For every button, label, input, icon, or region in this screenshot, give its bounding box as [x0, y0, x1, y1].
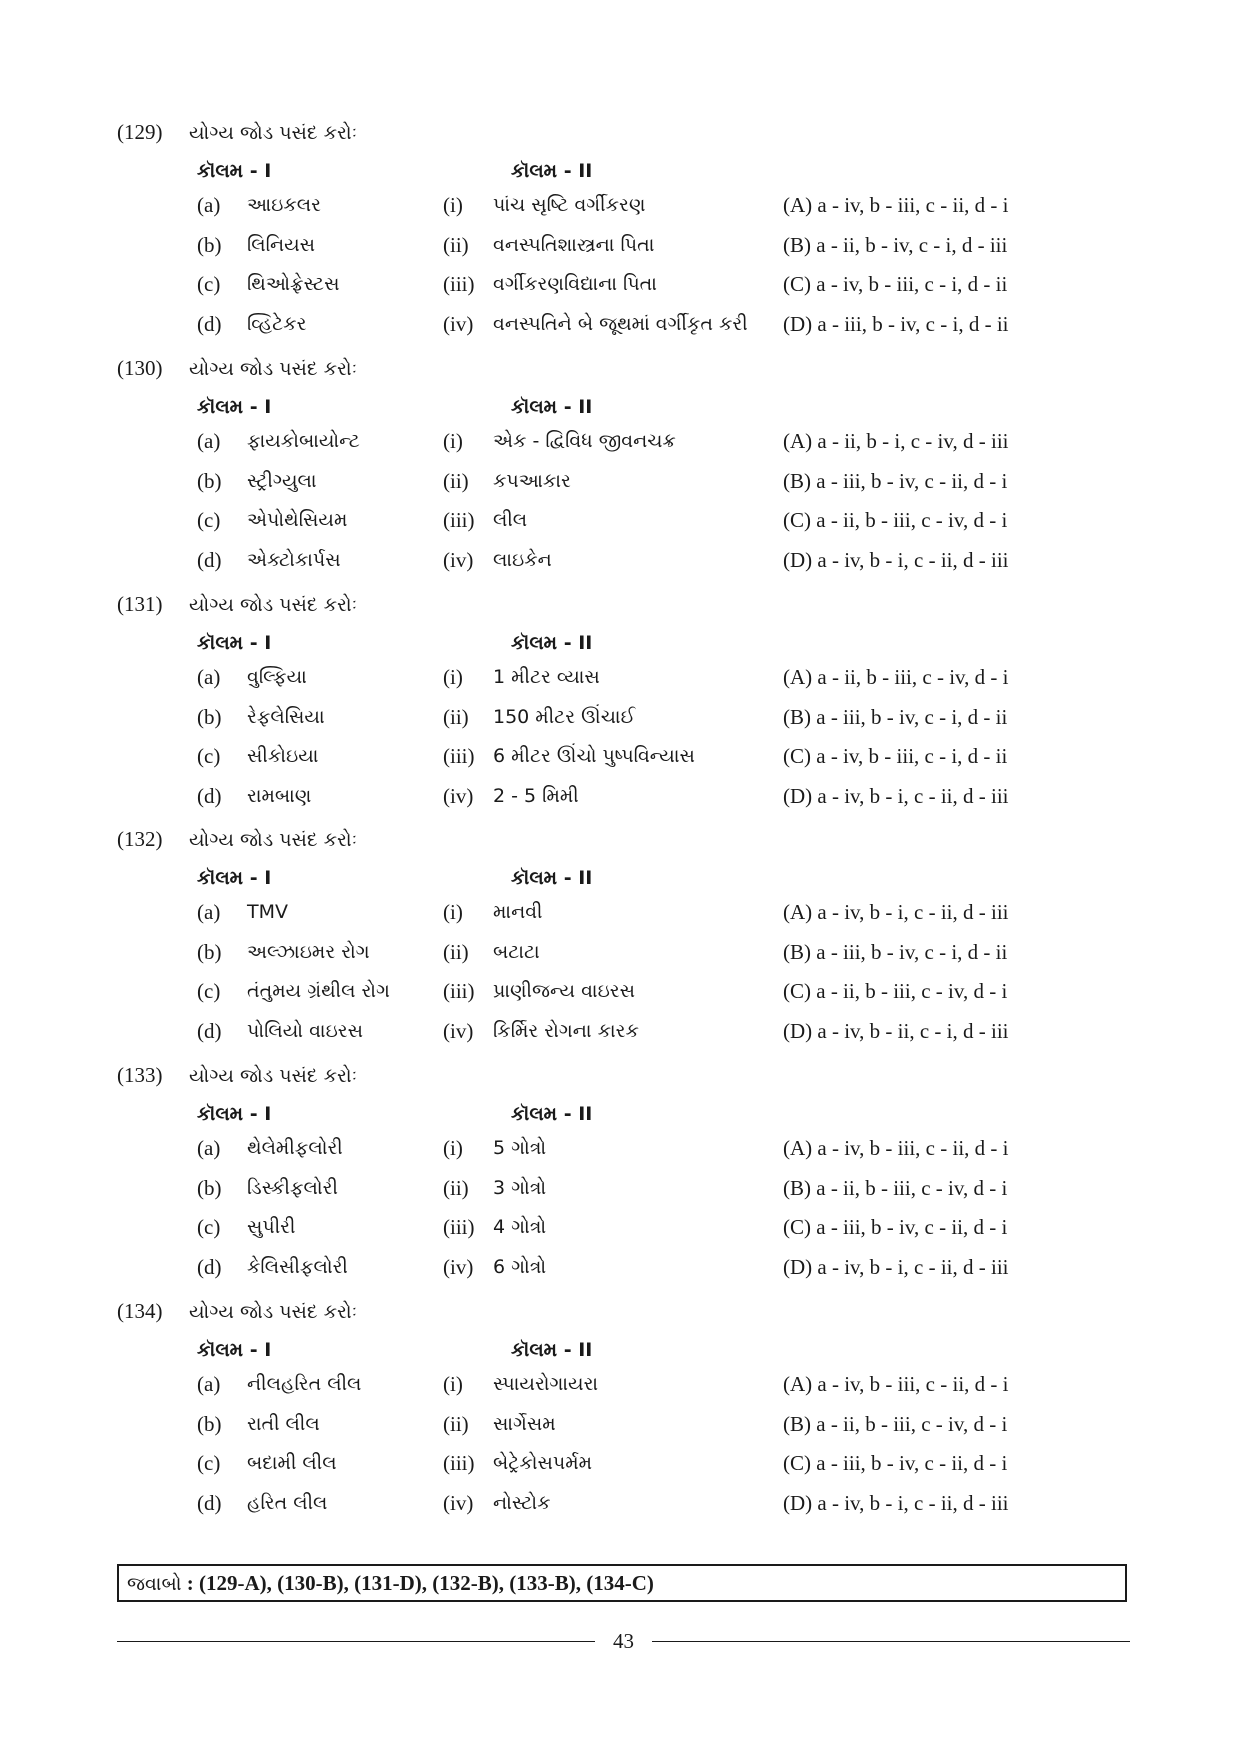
column-2-item: કપઆકાર	[493, 470, 571, 492]
question-header	[117, 589, 357, 619]
column-1-item: થિઓફ્રેસ્ટસ	[247, 273, 340, 295]
column-1-label: (b)	[197, 233, 222, 257]
match-row	[0, 1369, 1241, 1399]
answer-option: (B) a - iii, b - iv, c - ii, d - i	[783, 469, 1008, 493]
question-number: (131)	[117, 592, 163, 616]
question-prompt: યોગ્ય જોડ પસંદ કરોઃ	[189, 1301, 358, 1323]
answer-option: (C) a - iv, b - iii, c - i, d - ii	[783, 744, 1008, 768]
column-1-item: રાતી લીલ	[247, 1413, 320, 1435]
column-2-item: નોસ્ટોક	[493, 1492, 551, 1514]
match-row	[0, 897, 1241, 927]
question-block	[0, 1060, 1241, 1285]
column-2-label: (i)	[443, 665, 463, 689]
column-2-item: લાઇકેન	[493, 549, 552, 571]
column-2-item: 4 ગોત્રો	[493, 1216, 547, 1238]
column-2-label: (iii)	[443, 508, 475, 532]
column-1-heading	[197, 155, 271, 186]
column-2-label: (iv)	[443, 1491, 474, 1515]
answer-option: (D) a - iv, b - i, c - ii, d - iii	[783, 1255, 1009, 1279]
column-1-heading	[197, 627, 271, 658]
column-1-label: (b)	[197, 1412, 222, 1436]
column-2-label: (i)	[443, 193, 463, 217]
column-2-item: વનસ્પતિને બે જૂથમાં વર્ગીકૃત કરી	[493, 313, 748, 335]
page-number: 43	[613, 1629, 634, 1653]
answer-option: (C) a - iv, b - iii, c - i, d - ii	[783, 272, 1008, 296]
column-1-heading	[197, 1098, 271, 1129]
column-2-label: (iv)	[443, 548, 474, 572]
answer-option: (D) a - iv, b - i, c - ii, d - iii	[783, 1491, 1009, 1515]
column-1-label: (b)	[197, 940, 222, 964]
footer-rule-right	[652, 1641, 1130, 1642]
column-1-item: પોલિયો વાઇરસ	[247, 1020, 364, 1042]
match-row	[0, 230, 1241, 260]
column-2-label: (ii)	[443, 1176, 469, 1200]
column-2-heading-text: કૉલમ - II	[511, 396, 593, 418]
column-2-label: (i)	[443, 1372, 463, 1396]
match-row	[0, 1212, 1241, 1242]
column-1-label: (c)	[197, 979, 221, 1003]
footer-rule-left	[117, 1641, 595, 1642]
column-2-label: (ii)	[443, 940, 469, 964]
column-1-item: આઇકલર	[247, 194, 321, 216]
column-2-label: (i)	[443, 1136, 463, 1160]
answer-option: (C) a - ii, b - iii, c - iv, d - i	[783, 979, 1008, 1003]
answer-option: (D) a - iii, b - iv, c - i, d - ii	[783, 312, 1009, 336]
column-2-item: 6 મીટર ઊંચો પુષ્પવિન્યાસ	[493, 745, 695, 767]
column-1-item: વુલ્ફિયા	[247, 666, 307, 688]
match-row	[0, 426, 1241, 456]
match-row	[0, 505, 1241, 535]
column-2-item: સ્પાયરોગાયરા	[493, 1373, 599, 1395]
column-2-label: (iii)	[443, 979, 475, 1003]
column-2-label: (iii)	[443, 744, 475, 768]
column-1-heading-text: કૉલમ - I	[197, 396, 272, 418]
column-2-label: (iv)	[443, 312, 474, 336]
column-2-heading-text: કૉલમ - II	[511, 632, 593, 654]
column-1-heading-text: કૉલમ - I	[197, 160, 272, 182]
column-1-item: અલ્ઝાઇમર રોગ	[247, 941, 370, 963]
column-2-item: 3 ગોત્રો	[493, 1177, 547, 1199]
column-1-label: (a)	[197, 429, 221, 453]
column-2-item: બટાટા	[493, 941, 540, 963]
column-1-label: (a)	[197, 1136, 221, 1160]
column-2-item: વનસ્પતિશાસ્ત્રના પિતા	[493, 234, 655, 256]
column-1-heading-text: કૉલમ - I	[197, 632, 272, 654]
match-row	[0, 781, 1241, 811]
column-2-item: પાંચ સૃષ્ટિ વર્ગીકરણ	[493, 194, 646, 216]
answer-key-text: : (129-A), (130-B), (131-D), (132-B), (133-B), (134-C)	[186, 1571, 654, 1595]
match-row	[0, 1133, 1241, 1163]
match-row	[0, 1252, 1241, 1282]
column-2-label: (i)	[443, 900, 463, 924]
question-header	[117, 824, 357, 854]
answer-option: (B) a - iii, b - iv, c - i, d - ii	[783, 940, 1008, 964]
column-2-label: (ii)	[443, 233, 469, 257]
column-2-label: (iii)	[443, 1215, 475, 1239]
column-1-item: તંતુમય ગ્રંથીલ રોગ	[247, 980, 390, 1002]
column-1-item: એપોથેસિયમ	[247, 509, 348, 531]
question-block	[0, 353, 1241, 578]
column-2-label: (iv)	[443, 1019, 474, 1043]
column-1-label: (b)	[197, 469, 222, 493]
answer-option: (A) a - iv, b - i, c - ii, d - iii	[783, 900, 1009, 924]
column-2-heading-text: કૉલમ - II	[511, 1339, 593, 1361]
column-1-item: રામબાણ	[247, 785, 312, 807]
question-number: (130)	[117, 356, 163, 380]
question-prompt: યોગ્ય જોડ પસંદ કરોઃ	[189, 594, 358, 616]
column-2-heading	[511, 1098, 592, 1129]
question-block	[0, 117, 1241, 342]
column-2-label: (iv)	[443, 784, 474, 808]
column-1-item: ડિસ્કીફલોરી	[247, 1177, 338, 1199]
question-number: (132)	[117, 827, 163, 851]
answer-option: (A) a - iv, b - iii, c - ii, d - i	[783, 1136, 1009, 1160]
column-1-item: બદામી લીલ	[247, 1452, 337, 1474]
answer-option: (B) a - ii, b - iv, c - i, d - iii	[783, 233, 1008, 257]
column-1-label: (a)	[197, 193, 221, 217]
match-row	[0, 702, 1241, 732]
column-2-label: (iii)	[443, 272, 475, 296]
match-row	[0, 937, 1241, 967]
column-2-heading-text: કૉલમ - II	[511, 867, 593, 889]
question-number: (133)	[117, 1063, 163, 1087]
column-1-heading	[197, 862, 271, 893]
question-prompt: યોગ્ય જોડ પસંદ કરોઃ	[189, 122, 358, 144]
match-row	[0, 1448, 1241, 1478]
column-1-item: કેલિસીફલોરી	[247, 1256, 348, 1278]
match-row	[0, 190, 1241, 220]
match-row	[0, 545, 1241, 575]
column-1-label: (d)	[197, 784, 222, 808]
match-row	[0, 1016, 1241, 1046]
answer-key-label: જવાબો	[127, 1573, 182, 1595]
column-2-item: લીલ	[493, 509, 528, 531]
column-2-label: (ii)	[443, 1412, 469, 1436]
column-1-label: (d)	[197, 1255, 222, 1279]
column-2-item: એક - દ્વિવિધ જીવનચક્ર	[493, 430, 676, 452]
column-1-item: સ્ટ્રીગ્યુલા	[247, 470, 317, 492]
column-2-heading	[511, 391, 592, 422]
question-prompt: યોગ્ય જોડ પસંદ કરોઃ	[189, 358, 358, 380]
column-1-label: (c)	[197, 508, 221, 532]
column-1-label: (a)	[197, 900, 221, 924]
answer-option: (C) a - ii, b - iii, c - iv, d - i	[783, 508, 1008, 532]
column-2-item: વર્ગીકરણવિદ્યાના પિતા	[493, 273, 657, 295]
column-1-heading-text: કૉલમ - I	[197, 1103, 272, 1125]
question-prompt: યોગ્ય જોડ પસંદ કરોઃ	[189, 1065, 358, 1087]
answer-option: (C) a - iii, b - iv, c - ii, d - i	[783, 1451, 1008, 1475]
column-1-item: TMV	[247, 901, 288, 923]
column-2-heading	[511, 1334, 592, 1365]
match-row	[0, 741, 1241, 771]
column-1-heading	[197, 391, 271, 422]
question-prompt: યોગ્ય જોડ પસંદ કરોઃ	[189, 829, 358, 851]
match-row	[0, 309, 1241, 339]
column-1-label: (b)	[197, 705, 222, 729]
column-1-item: એક્ટોકાર્પસ	[247, 549, 341, 571]
column-1-label: (d)	[197, 1491, 222, 1515]
question-header	[117, 353, 357, 383]
answer-key-box	[117, 1564, 1127, 1602]
column-2-item: કિર્મિર રોગના કારક	[493, 1020, 639, 1042]
column-2-item: માનવી	[493, 901, 543, 923]
question-block	[0, 824, 1241, 1049]
column-1-item: થેલેમીફલોરી	[247, 1137, 343, 1159]
column-1-label: (a)	[197, 665, 221, 689]
column-2-item: સાર્ગેસમ	[493, 1413, 556, 1435]
match-row	[0, 1488, 1241, 1518]
question-number: (134)	[117, 1299, 163, 1323]
column-1-item: લિનિયસ	[247, 234, 316, 256]
column-2-heading-text: કૉલમ - II	[511, 160, 593, 182]
match-row	[0, 1409, 1241, 1439]
answer-option: (B) a - iii, b - iv, c - i, d - ii	[783, 705, 1008, 729]
answer-option: (A) a - iv, b - iii, c - ii, d - i	[783, 1372, 1009, 1396]
column-1-heading-text: કૉલમ - I	[197, 867, 272, 889]
column-2-label: (iii)	[443, 1451, 475, 1475]
column-2-label: (ii)	[443, 469, 469, 493]
question-block	[0, 1296, 1241, 1521]
column-2-heading	[511, 155, 592, 186]
match-row	[0, 1173, 1241, 1203]
column-1-heading-text: કૉલમ - I	[197, 1339, 272, 1361]
column-2-item: પ્રાણીજન્ય વાઇરસ	[493, 980, 636, 1002]
column-1-item: હરિત લીલ	[247, 1492, 328, 1514]
match-row	[0, 269, 1241, 299]
match-row	[0, 466, 1241, 496]
question-header	[117, 117, 357, 147]
answer-option: (B) a - ii, b - iii, c - iv, d - i	[783, 1412, 1008, 1436]
column-2-label: (ii)	[443, 705, 469, 729]
match-row	[0, 662, 1241, 692]
column-2-heading-text: કૉલમ - II	[511, 1103, 593, 1125]
question-header	[117, 1060, 357, 1090]
column-1-label: (c)	[197, 744, 221, 768]
column-2-label: (iv)	[443, 1255, 474, 1279]
question-number: (129)	[117, 120, 163, 144]
answer-option: (D) a - iv, b - ii, c - i, d - iii	[783, 1019, 1009, 1043]
column-1-item: નીલહરિત લીલ	[247, 1373, 362, 1395]
column-1-label: (c)	[197, 272, 221, 296]
answer-option: (A) a - ii, b - i, c - iv, d - iii	[783, 429, 1009, 453]
column-2-item: 150 મીટર ઊંચાઈ	[493, 706, 636, 728]
column-1-item: ફાયકોબાયોન્ટ	[247, 430, 360, 452]
answer-option: (A) a - ii, b - iii, c - iv, d - i	[783, 665, 1009, 689]
column-2-item: 2 - 5 મિમી	[493, 785, 579, 807]
column-2-item: બેટ્રેકોસપર્મમ	[493, 1452, 593, 1474]
answer-option: (B) a - ii, b - iii, c - iv, d - i	[783, 1176, 1008, 1200]
column-1-item: સુપીરી	[247, 1216, 296, 1238]
column-1-item: રેફલેસિયા	[247, 706, 325, 728]
column-1-label: (c)	[197, 1451, 221, 1475]
column-1-item: સીકોઇયા	[247, 745, 319, 767]
column-2-heading	[511, 862, 592, 893]
column-2-item: 1 મીટર વ્યાસ	[493, 666, 600, 688]
question-header	[117, 1296, 357, 1326]
answer-option: (D) a - iv, b - i, c - ii, d - iii	[783, 548, 1009, 572]
column-1-label: (d)	[197, 1019, 222, 1043]
column-1-label: (b)	[197, 1176, 222, 1200]
column-1-label: (d)	[197, 548, 222, 572]
column-2-item: 5 ગોત્રો	[493, 1137, 547, 1159]
match-row	[0, 976, 1241, 1006]
answer-option: (D) a - iv, b - i, c - ii, d - iii	[783, 784, 1009, 808]
answer-option: (A) a - iv, b - iii, c - ii, d - i	[783, 193, 1009, 217]
answer-option: (C) a - iii, b - iv, c - ii, d - i	[783, 1215, 1008, 1239]
column-1-label: (a)	[197, 1372, 221, 1396]
column-1-label: (d)	[197, 312, 222, 336]
column-1-label: (c)	[197, 1215, 221, 1239]
column-2-heading	[511, 627, 592, 658]
column-1-heading	[197, 1334, 271, 1365]
column-1-item: વ્હિટેકર	[247, 313, 307, 335]
question-block	[0, 589, 1241, 814]
column-2-item: 6 ગોત્રો	[493, 1256, 547, 1278]
column-2-label: (i)	[443, 429, 463, 453]
